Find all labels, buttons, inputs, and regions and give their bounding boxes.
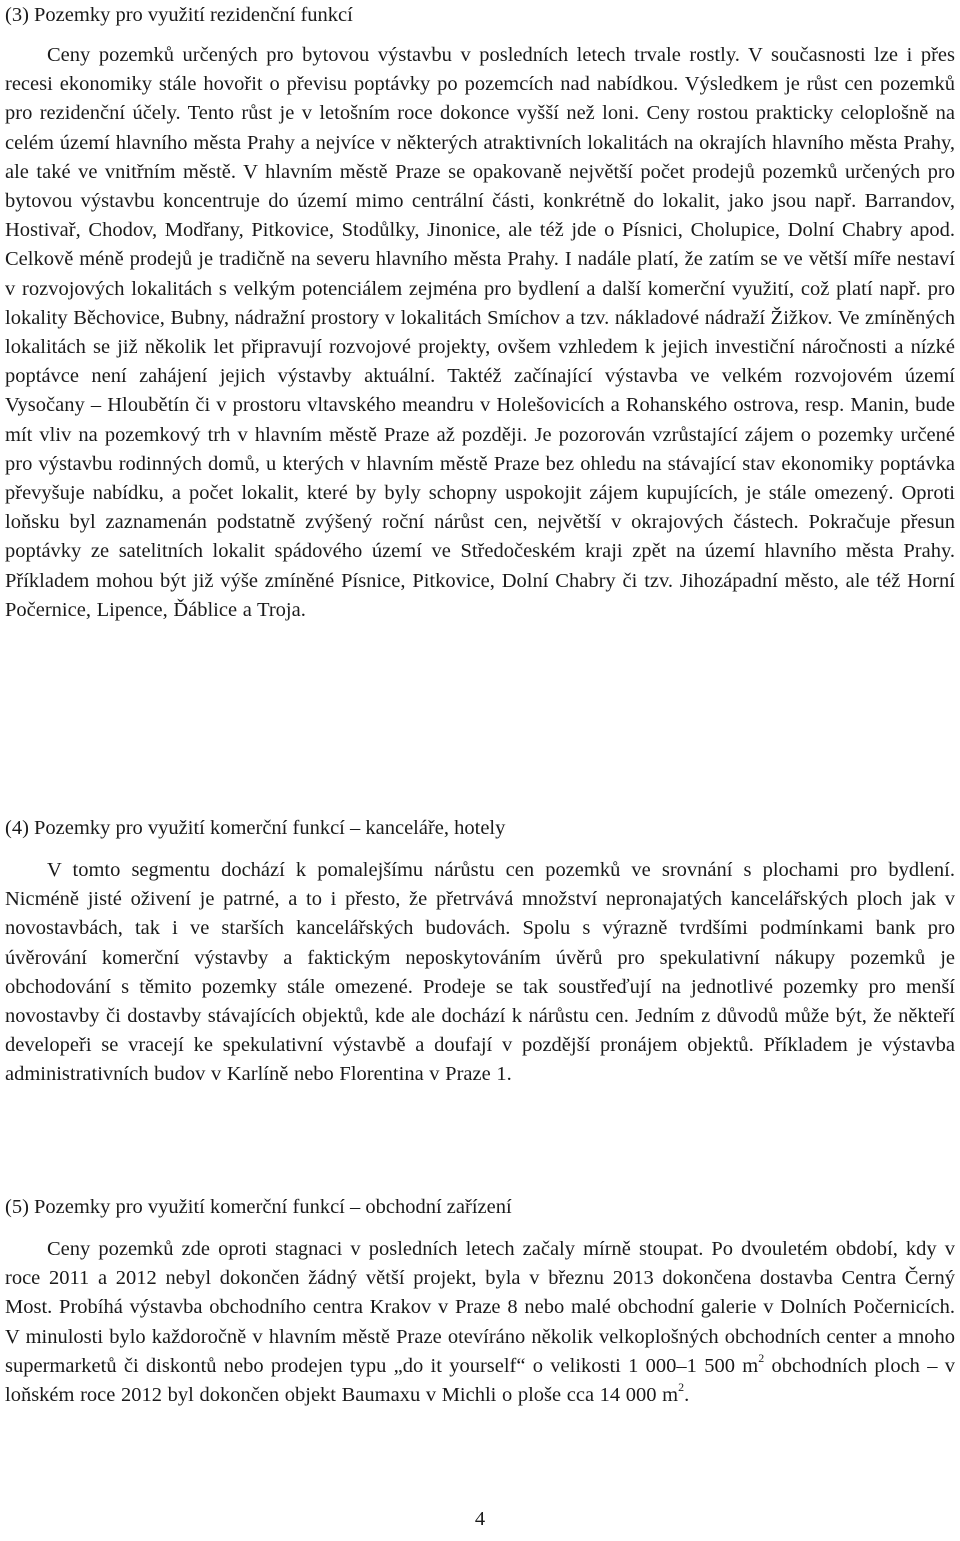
section-4-heading: (4) Pozemky pro využití komerční funkcí – kanceláře, hotely xyxy=(5,817,506,839)
section-5-heading: (5) Pozemky pro využití komerční funkcí – obchodní zařízení xyxy=(5,1196,512,1218)
section-5-text-part3: . xyxy=(684,1384,690,1407)
superscript-squared: 2 xyxy=(758,1350,765,1365)
section-5-paragraph xyxy=(5,1235,955,1410)
section-3-paragraph: Ceny pozemků určených pro bytovou výstavbu v posledních letech trvale rostly. V současnosti lze i přes recesi ekonomiky stále hovořit o převisu poptávky po pozemcích nad nabídkou. Výsledkem je růst cen pozemků pro rezidenční účely. Tento růst je v letošním roce dokonce vyšší než loni. Ceny rostou prakticky celoplošně na celém území hlavního města Prahy a nejvíce v některých atraktivních lokalitách na okrajích hlavního města Prahy, ale také ve vnitřním městě. V hlavním městě Praze se opakovaně největší počet prodejů pozemků určených pro bytovou výstavbu koncentruje do území mimo centrální části, konkrétně do lokalit, jako jsou např. Barrandov, Hostivař, Chodov, Modřany, Pitkovice, Stodůlky, Jinonice, ale též jde o Písnici, Cholupice, Dolní Chabry apod. Celkově méně prodejů je tradičně na severu hlavního města Prahy. I nadále platí, že zatím se ve větší míře nestaví v rozvojových lokalitách s velkým potenciálem zejména pro bydlení a další komerční využití, což platí např. pro lokality Běchovice, Bubny, nádražní prostory v lokalitách Smíchov a tzv. nákladové nádraží Žižkov. Ve zmíněných lokalitách se již několik let připravují rozvojové projekty, ovšem vzhledem k jejich investiční náročnosti a nízké poptávce není zahájení jejich výstavby aktuální. Taktéž začínající výstavba ve velkém rozvojovém území Vysočany – Hloubětín či v prostoru vltavského meandru v Holešovicích a Rohanského ostrova, resp. Manin, bude mít vliv na pozemkový trh v hlavním městě Praze až později. Je pozorován vzrůstající zájem o pozemky určené pro výstavbu rodinných domů, u kterých v hlavním městě Praze bez ohledu na stávající stav ekonomiky poptávka převyšuje nabídku, a počet lokalit, které by byly schopny uspokojit zájem kupujících, je stále omezený. Oproti loňsku byl zaznamenán podstatně zvýšený roční nárůst cen, největší v okrajových částech. Pokračuje přesun poptávky ze satelitních lokalit spádového území ve Středočeském kraji zpět na území hlavního města Prahy. Příkladem mohou být již výše zmíněné Písnice, Pitkovice, Dolní Chabry či tzv. Jihozápadní město, ale též Horní Počernice, Lipence, Ďáblice a Troja. xyxy=(5,44,955,621)
page-number: 4 xyxy=(474,1508,486,1530)
superscript-squared: 2 xyxy=(678,1380,685,1395)
section-4-paragraph: V tomto segmentu dochází k pomalejšímu nárůstu cen pozemků ve srovnání s plochami pro bydlení. Nicméně jisté oživení je patrné, a to i přesto, že přetrvává množství nepronajatých kancelářských ploch jak v novostavbách, tak i ve starších kancelářských budovách. Spolu s výrazně tvrdšími podmínkami bank pro úvěrování komerční výstavby a faktickým neposkytováním úvěrů pro spekulativní nákupy pozemků je obchodování s těmito pozemky stále omezené. Prodeje se tak soustřeďují na jednotlivé pozemky pro menší novostavby či dostavby stávajících objektů, kde ale dochází k nárůstu cen. Jedním z důvodů může být, že někteří developeři se vracejí ke spekulativní výstavbě a doufají v pozdější pronájem objektů. Příkladem je výstavba administrativních budov v Karlíně nebo Florentina v Praze 1. xyxy=(5,859,955,1086)
section-5-text-part2: obchodních ploch – v loňském roce 2012 byl dokončen objekt Baumaxu v Michli o ploše cca 14 000 m xyxy=(5,1354,955,1407)
section-3-heading: (3) Pozemky pro využití rezidenční funkcí xyxy=(5,4,353,26)
section-5-text-part1: Ceny pozemků zde oproti stagnaci v posledních letech začaly mírně stoupat. Po dvouletém období, kdy v roce 2011 a 2012 nebyl dokončen žádný větší projekt, byla v březnu 2013 dokončena dostavba Centra Černý Most. Probíhá výstavba obchodního centra Krakov v Praze 8 nebo malé obchodní galerie v Dolních Počernicích. V minulosti bylo každoročně v hlavním městě Praze otevíráno několik velkoplošných obchodních center a mnoho supermarketů či diskontů nebo prodejen typu „do it yourself“ o velikosti 1 000–1 500 m xyxy=(5,1238,955,1377)
